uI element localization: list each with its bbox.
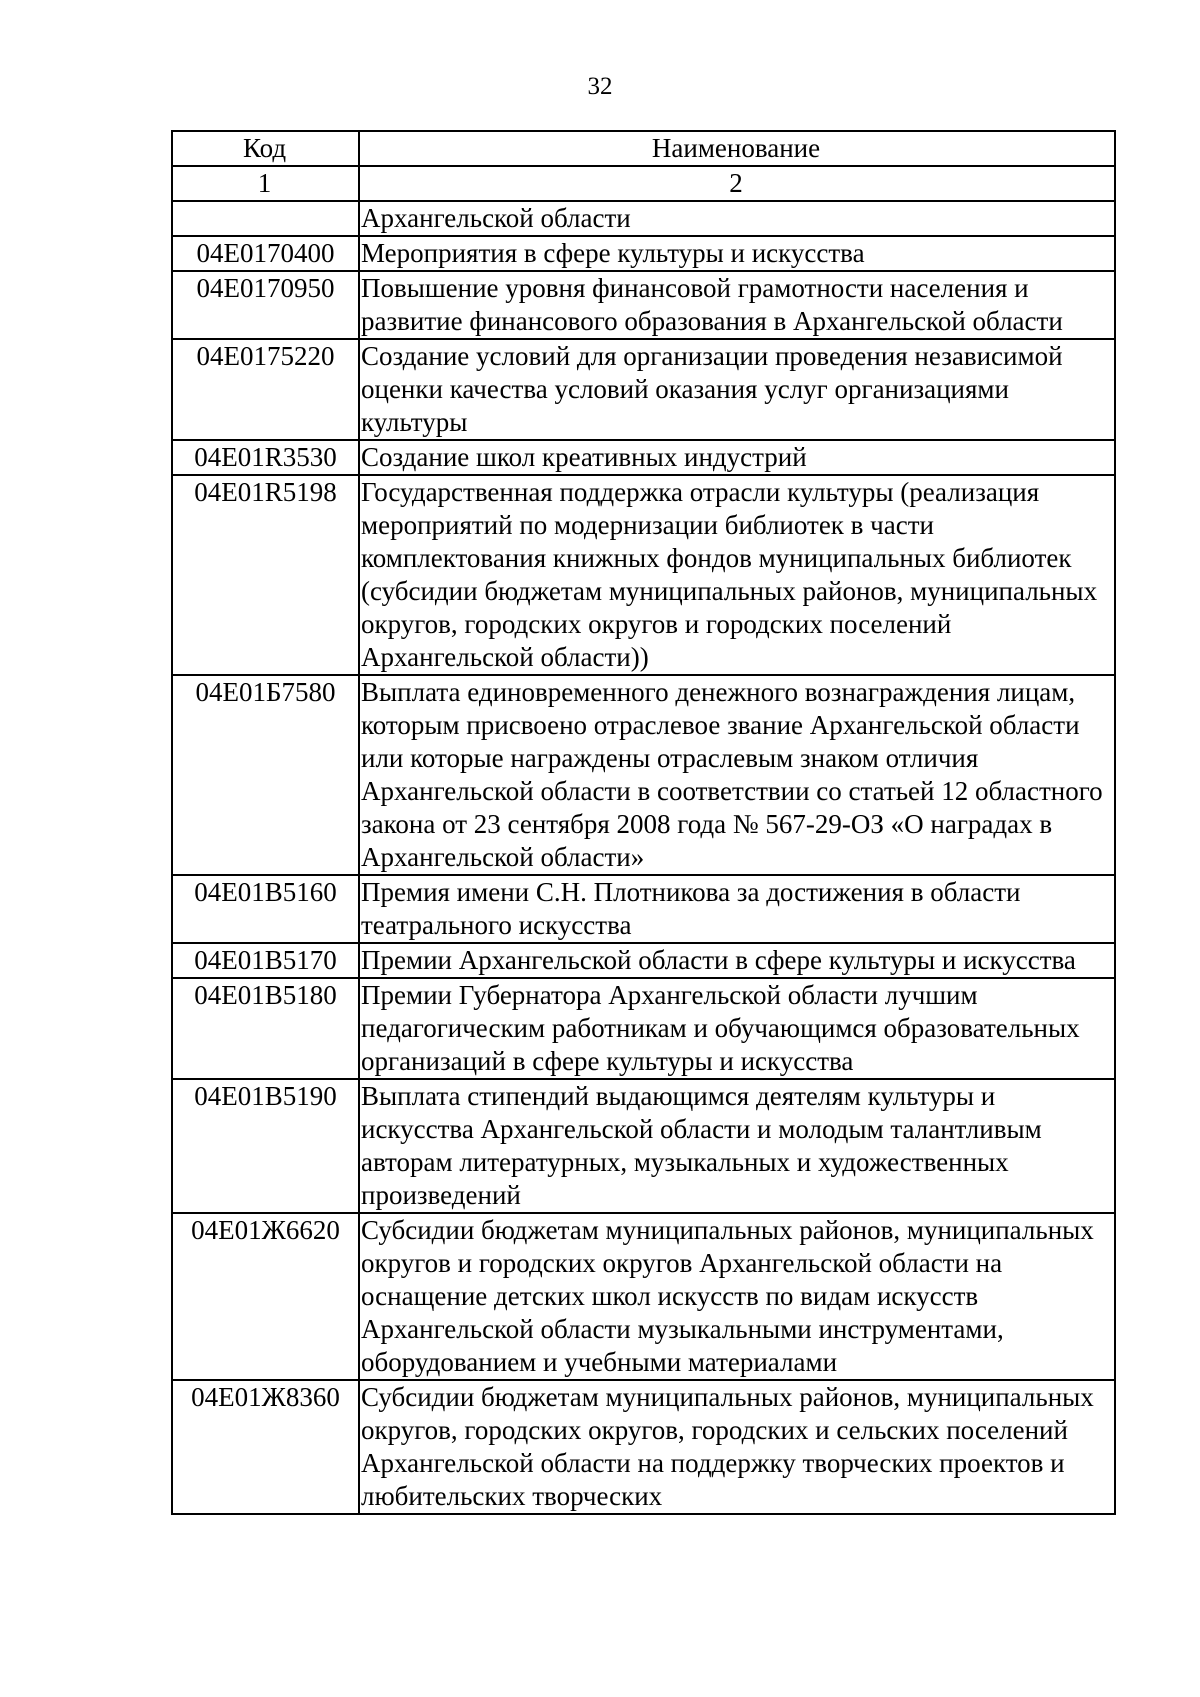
table-row <box>172 1079 1115 1213</box>
table-row <box>172 1213 1115 1380</box>
row-code-cell: 04Е0170400 <box>172 236 359 271</box>
row-name-cell: Премии Губернатора Архангельской области лучшим педагогическим работникам и обучающимся образовательных организаций в сфере культуры и искусства <box>359 978 1115 1079</box>
row-name-cell: Мероприятия в сфере культуры и искусства <box>359 236 1115 271</box>
table-row <box>172 236 1115 271</box>
table-header-row <box>172 131 1115 166</box>
row-code-cell: 04Е01Ж8360 <box>172 1380 359 1514</box>
row-name-cell: Создание школ креативных индустрий <box>359 440 1115 475</box>
row-code-cell <box>172 201 359 236</box>
table-row <box>172 978 1115 1079</box>
row-name-cell: Премия имени С.Н. Плотникова за достижения в области театрального искусства <box>359 875 1115 943</box>
column-number-code: 1 <box>172 166 359 201</box>
table-row <box>172 475 1115 675</box>
table-row <box>172 201 1115 236</box>
table-body <box>172 131 1115 1514</box>
row-name-cell: Создание условий для организации проведения независимой оценки качества условий оказания услуг организациями культуры <box>359 339 1115 440</box>
column-number-name: 2 <box>359 166 1115 201</box>
row-code-cell: 04Е0170950 <box>172 271 359 339</box>
column-header-name: Наименование <box>359 131 1115 166</box>
row-code-cell: 04Е01В5170 <box>172 943 359 978</box>
row-name-cell: Выплата стипендий выдающимся деятелям культуры и искусства Архангельской области и молодым талантливым авторам литературных, музыкальных и художественных произведений <box>359 1079 1115 1213</box>
row-code-cell: 04Е01R5198 <box>172 475 359 675</box>
row-code-cell: 04Е01Б7580 <box>172 675 359 875</box>
row-code-cell: 04Е01R3530 <box>172 440 359 475</box>
row-name-cell: Архангельской области <box>359 201 1115 236</box>
row-name-cell: Государственная поддержка отрасли культуры (реализация мероприятий по модернизации библиотек в части комплектования книжных фондов муниципальных библиотек (субсидии бюджетам муниципальных районов, муниципальных округов, городских округов и городских поселений Архангельской области)) <box>359 475 1115 675</box>
row-code-cell: 04Е01В5160 <box>172 875 359 943</box>
table-row <box>172 271 1115 339</box>
row-name-cell: Повышение уровня финансовой грамотности населения и развитие финансового образования в Архангельской области <box>359 271 1115 339</box>
table-row <box>172 943 1115 978</box>
table-row <box>172 875 1115 943</box>
row-name-cell: Выплата единовременного денежного вознаграждения лицам, которым присвоено отраслевое звание Архангельской области или которые награждены отраслевым знаком отличия Архангельской области в соответствии со статьей 12 областного закона от 23 сентября 2008 года № 567-29-ОЗ «О наградах в Архангельской области» <box>359 675 1115 875</box>
table-column-number-row <box>172 166 1115 201</box>
page-number: 32 <box>587 73 613 100</box>
row-name-cell: Субсидии бюджетам муниципальных районов, муниципальных округов и городских округов Архангельской области на оснащение детских школ искусств по видам искусств Архангельской области музыкальными инструментами, оборудованием и учебными материалами <box>359 1213 1115 1380</box>
row-code-cell: 04Е0175220 <box>172 339 359 440</box>
table-row <box>172 440 1115 475</box>
budget-code-table <box>171 130 1116 1515</box>
table-row <box>172 339 1115 440</box>
table-row <box>172 1380 1115 1514</box>
row-name-cell: Премии Архангельской области в сфере культуры и искусства <box>359 943 1115 978</box>
column-header-code: Код <box>172 131 359 166</box>
row-code-cell: 04Е01Ж6620 <box>172 1213 359 1380</box>
table-row <box>172 675 1115 875</box>
row-name-cell: Субсидии бюджетам муниципальных районов, муниципальных округов, городских округов, городских и сельских поселений Архангельской области на поддержку творческих проектов и любительских творческих <box>359 1380 1115 1514</box>
row-code-cell: 04Е01В5190 <box>172 1079 359 1213</box>
row-code-cell: 04Е01В5180 <box>172 978 359 1079</box>
